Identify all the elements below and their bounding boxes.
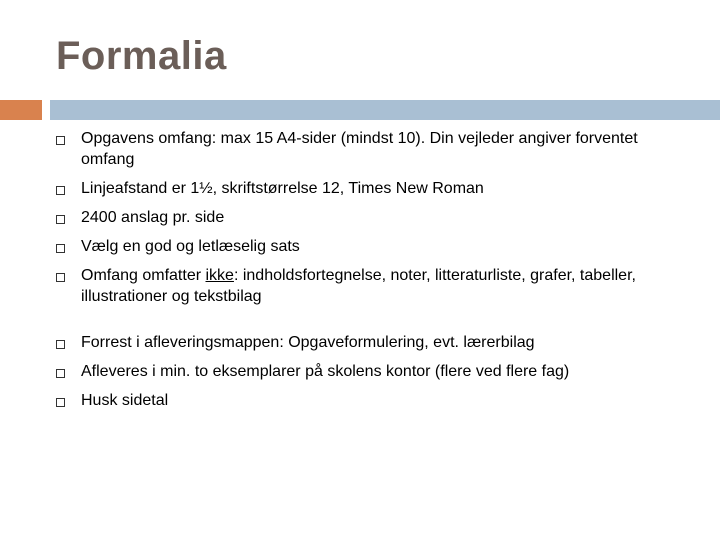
accent-bar [0, 100, 42, 120]
bullet-text: Vælg en god og letlæselig sats [81, 238, 300, 255]
checkbox-icon [56, 369, 65, 378]
bullet-text-underlined: ikke [205, 267, 234, 284]
bullet-text: Husk sidetal [81, 392, 169, 409]
list-item [56, 207, 676, 228]
list-item [56, 390, 676, 411]
checkbox-icon [56, 136, 65, 145]
checkbox-icon [56, 244, 65, 253]
checkbox-icon [56, 398, 65, 407]
bullet-text: Opgavens omfang: max 15 A4-sider (mindst 10). Din vejleder angiver forventet omfang [81, 130, 638, 168]
bullet-text: Forrest i afleveringsmappen: Opgaveformulering, evt. lærerbilag [81, 334, 535, 351]
list-item [56, 332, 676, 353]
slide-title: Formalia [56, 34, 227, 78]
bullet-text-pre: Omfang omfatter [81, 267, 206, 284]
bullet-text: Afleveres i min. to eksemplarer på skolens kontor (flere ved flere fag) [81, 363, 570, 380]
bullet-list [56, 128, 676, 419]
list-item [56, 178, 676, 199]
list-item [56, 265, 676, 307]
checkbox-icon [56, 186, 65, 195]
list-item [56, 236, 676, 257]
header-bar [50, 100, 720, 120]
list-item [56, 361, 676, 382]
bullet-text: 2400 anslag pr. side [81, 209, 225, 226]
bullet-text: Linjeafstand er 1½, skriftstørrelse 12, Times New Roman [81, 180, 484, 197]
bullet-text-post: : indholdsfortegnelse, noter, litteraturliste, grafer, tabeller, illustrationer og tekstbilag [81, 267, 636, 305]
checkbox-icon [56, 340, 65, 349]
list-item [56, 128, 676, 170]
checkbox-icon [56, 273, 65, 282]
checkbox-icon [56, 215, 65, 224]
